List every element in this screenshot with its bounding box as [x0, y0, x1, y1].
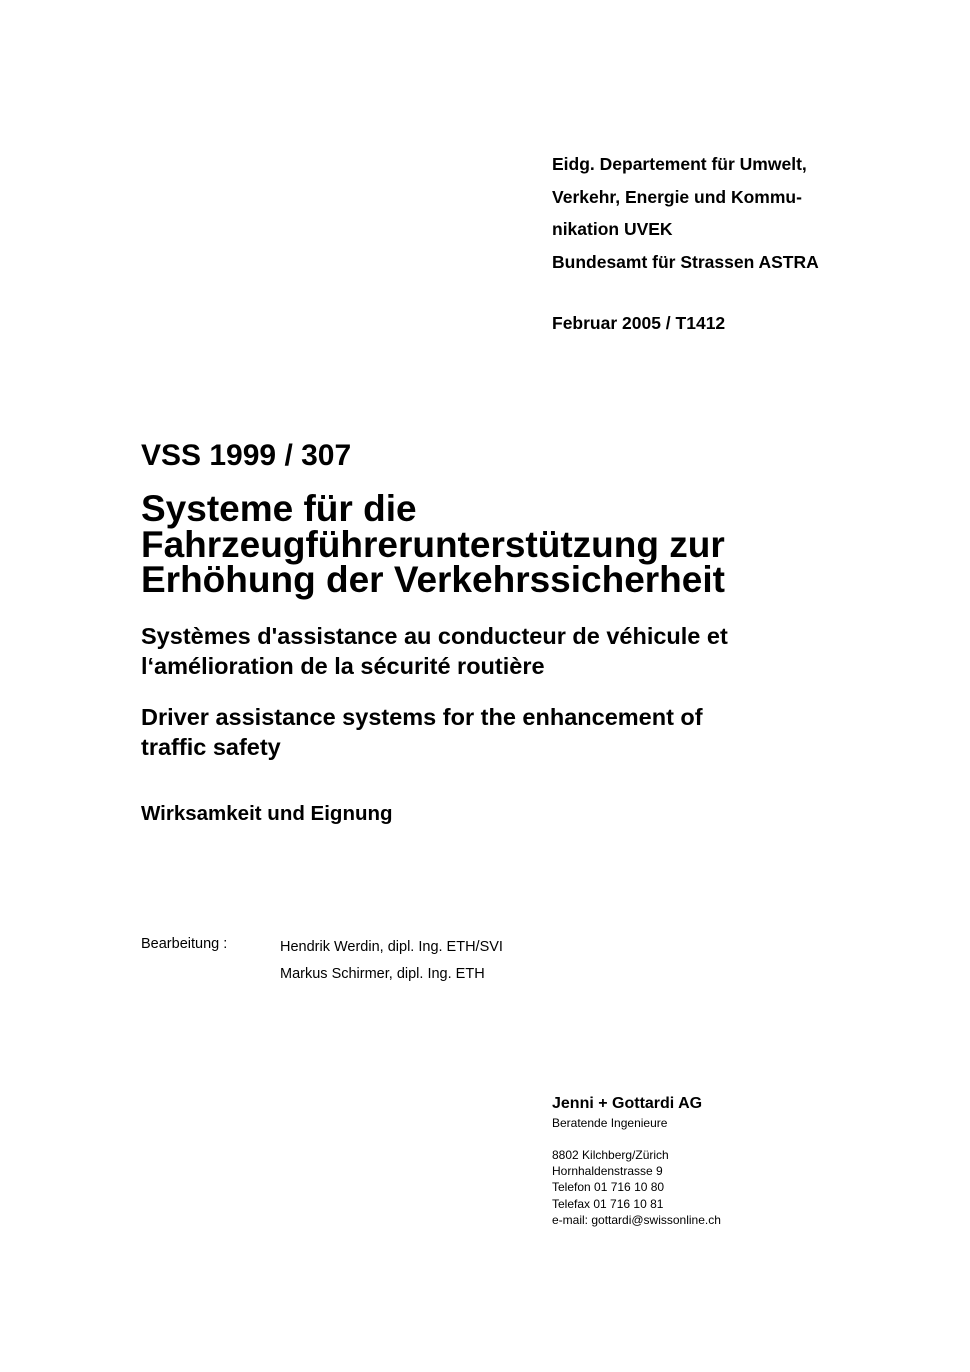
department-line: Eidg. Departement für Umwelt, — [552, 154, 807, 174]
fax-line: Telefax 01 716 10 81 — [552, 1196, 664, 1211]
title-french — [141, 621, 941, 681]
title-english-line: traffic safety — [141, 734, 281, 760]
title-german-line: Fahrzeugführerunterstützung zur — [141, 523, 725, 565]
report-number: VSS 1999 / 307 — [141, 439, 352, 472]
department-line: Verkehr, Energie und Kommu- — [552, 186, 802, 207]
company-name: Jenni + Gottardi AG — [552, 1095, 703, 1112]
department-line: Bundesamt für Strassen ASTRA — [552, 251, 819, 272]
department-line: nikation UVEK — [552, 219, 673, 239]
title-german-line: Systeme für die — [141, 488, 417, 529]
phone-line: Telefon 01 716 10 80 — [552, 1180, 665, 1195]
address-line: Hornhaldenstrasse 9 — [552, 1164, 663, 1179]
company-address — [552, 1147, 721, 1228]
authors-list — [280, 934, 503, 987]
company-tagline: Beratende Ingenieure — [552, 1116, 668, 1130]
subtitle: Wirksamkeit und Eignung — [141, 802, 393, 825]
address-line: 8802 Kilchberg/Zürich — [552, 1148, 669, 1162]
email-line: e-mail: gottardi@swissonline.ch — [552, 1212, 721, 1227]
title-german — [141, 488, 941, 600]
title-french-line: l‘amélioration de la sécurité routière — [141, 653, 545, 679]
department-block — [552, 148, 952, 278]
authors-label: Bearbeitung : — [141, 936, 228, 952]
author-name: Hendrik Werdin, dipl. Ing. ETH/SVI — [280, 939, 503, 955]
date-reference: Februar 2005 / T1412 — [552, 313, 726, 333]
title-german-line: Erhöhung der Verkehrssicherheit — [141, 559, 725, 600]
title-english — [141, 702, 941, 762]
title-english-line: Driver assistance systems for the enhancement of — [141, 704, 703, 730]
author-name: Markus Schirmer, dipl. Ing. ETH — [280, 965, 485, 982]
title-french-line: Systèmes d'assistance au conducteur de véhicule et — [141, 623, 728, 649]
